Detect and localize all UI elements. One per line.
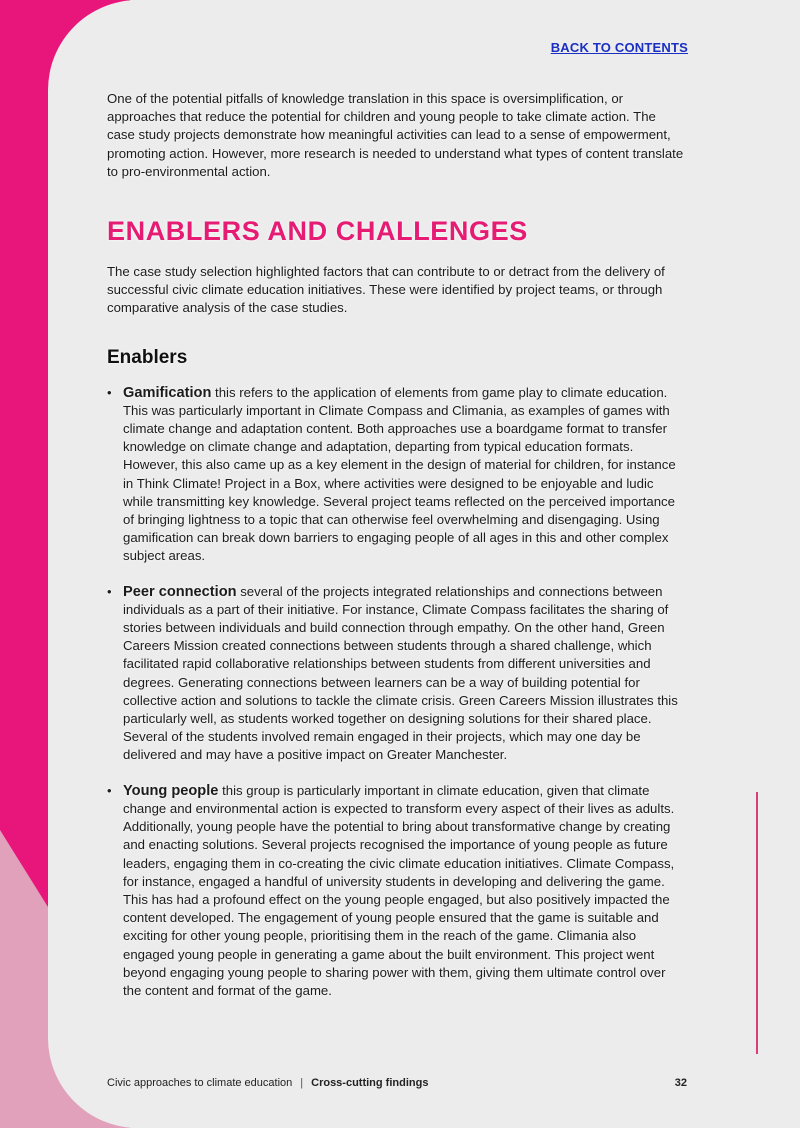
page-footer: [107, 1077, 687, 1089]
list-item: [107, 782, 687, 1000]
footer-section-title: Cross-cutting findings: [311, 1077, 429, 1089]
back-to-contents-link[interactable]: BACK TO CONTENTS: [550, 40, 688, 55]
page-number: 32: [674, 1077, 687, 1089]
item-text: several of the projects integrated relationships and connections between individuals as a part of their initiative. For instance, Climate Compass facilitates the sharing of stories between individuals and build connection through empathy. On the other hand, Green Careers Mission created connections between students through a shared challenge, which facilitated rapid collaborative relationships between students from different universities and degrees. Generating connections between learners can be a way of building potential for collective action and solutions to tackle the climate crisis. Green Careers Mission illustrates this particularly well, as students worked together on designing solutions for their shared place. Several of the students involved remain engaged in their projects, which may one day be delivered and may have a positive impact on Greater Manchester.: [123, 583, 678, 763]
footer-document-title: Civic approaches to climate education: [107, 1077, 293, 1089]
intro-paragraph: One of the potential pitfalls of knowledge translation in this space is oversimplification, or approaches that reduce the potential for children and young people to take climate action. The case study projects demonstrate how meaningful activities can lead to a sense of empowerment, promoting action. However, more research is needed to understand what types of content translate to pro-environmental action.: [107, 91, 684, 179]
enablers-list: [107, 384, 687, 1001]
list-item: [107, 583, 687, 765]
bullet-icon: •: [107, 782, 112, 798]
list-item: [107, 384, 687, 566]
page-content: [107, 90, 687, 1017]
section-heading: ENABLERS AND CHALLENGES: [107, 216, 528, 247]
enablers-subheading: Enablers: [107, 346, 188, 368]
side-accent-rule: [756, 792, 758, 1054]
section-intro-paragraph: The case study selection highlighted factors that can contribute to or detract from the delivery of successful civic climate education initiatives. These were identified by project teams, or through comparative analysis of the case studies.: [107, 264, 665, 316]
item-term: Gamification: [123, 384, 212, 401]
item-term: Young people: [123, 782, 219, 799]
item-term: Peer connection: [123, 583, 237, 600]
bullet-icon: •: [107, 583, 112, 599]
item-text: this refers to the application of elements from game play to climate education. This was particularly important in Climate Compass and Climania, as examples of games with climate change and adaptation content. Both approaches use a boardgame format to transfer knowledge on climate change and adaptation, departing from typical education formats. However, this also came up as a key element in the design of material for children, for instance in Think Climate! Project in a Box, where activities were designed to be enjoyable and ludic while transmitting key knowledge. Several project teams reflected on the perceived importance of bringing lightness to a topic that can otherwise feel overwhelming and disengaging. Using gamification can break down barriers to engaging people of all ages in this and other complex subject areas.: [123, 384, 676, 564]
footer-separator: |: [300, 1077, 304, 1089]
item-text: this group is particularly important in climate education, given that climate change and environmental action is expected to transform every aspect of their lives as adults. Additionally, young people have the potential to bring about transformative change by creating and enacting solutions. Several projects recognised the importance of young people as future leaders, engaging them in co-creating the civic climate education initiatives. Climate Compass, for instance, engaged a handful of university students in developing and delivering the game. This has had a profound effect on the young people engaged, but also positively impacted the content developed. The engagement of young people ensured that the game is suitable and exciting for other young people, prioritising them in the reach of the game. Climania also engaged young people in generating a game about the built environment. This project went beyond engaging young people to sharing power with them, giving them ultimate control over the content and format of the game.: [123, 782, 675, 998]
bullet-icon: •: [107, 384, 112, 400]
